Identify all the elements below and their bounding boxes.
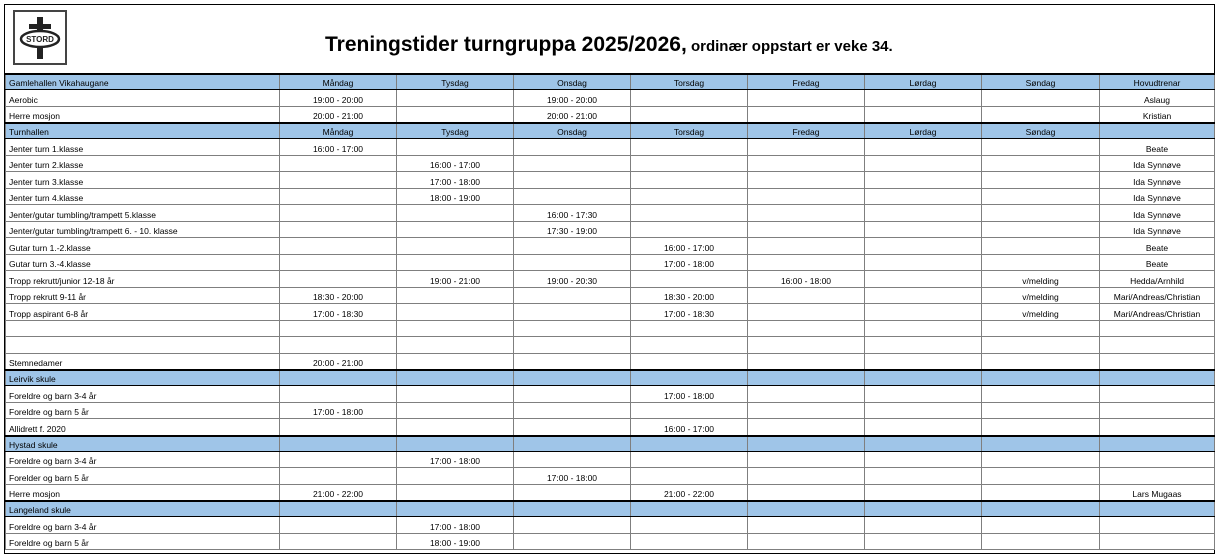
time-cell <box>280 205 397 222</box>
time-cell <box>397 484 514 501</box>
time-cell <box>514 320 631 337</box>
time-cell <box>865 271 982 288</box>
time-cell: 21:00 - 22:00 <box>280 484 397 501</box>
time-cell <box>748 287 865 304</box>
time-cell <box>280 238 397 255</box>
time-cell <box>982 139 1100 156</box>
time-cell <box>982 353 1100 370</box>
time-cell <box>748 254 865 271</box>
time-cell <box>631 188 748 205</box>
day-header <box>631 436 748 452</box>
trainer-header <box>1100 123 1215 139</box>
trainer-cell <box>1100 419 1215 436</box>
table-row <box>6 188 1215 205</box>
time-cell: 19:00 - 21:00 <box>397 271 514 288</box>
day-header <box>280 501 397 517</box>
table-row <box>6 533 1215 550</box>
time-cell <box>397 254 514 271</box>
time-cell <box>982 188 1100 205</box>
table-row <box>6 106 1215 123</box>
table-row <box>6 254 1215 271</box>
activity-name: Forelder og barn 5 år <box>6 468 280 485</box>
table-row <box>6 287 1215 304</box>
activity-name: Foreldre og barn 5 år <box>6 533 280 550</box>
time-cell <box>865 221 982 238</box>
day-header: Lørdag <box>865 74 982 90</box>
trainer-cell: Kristian <box>1100 106 1215 123</box>
time-cell: 16:00 - 17:00 <box>397 155 514 172</box>
day-header <box>280 370 397 386</box>
time-cell <box>748 106 865 123</box>
time-cell <box>982 172 1100 189</box>
trainer-cell <box>1100 337 1215 354</box>
trainer-cell <box>1100 320 1215 337</box>
time-cell <box>982 402 1100 419</box>
trainer-cell <box>1100 533 1215 550</box>
activity-name: Jenter turn 2.klasse <box>6 155 280 172</box>
time-cell <box>748 320 865 337</box>
time-cell: 20:00 - 21:00 <box>280 353 397 370</box>
trainer-header <box>1100 370 1215 386</box>
time-cell <box>631 106 748 123</box>
time-cell: 18:00 - 19:00 <box>397 188 514 205</box>
time-cell <box>982 254 1100 271</box>
section-header <box>6 74 1215 90</box>
trainer-cell: Ida Synnøve <box>1100 155 1215 172</box>
activity-name: Herre mosjon <box>6 484 280 501</box>
time-cell: 17:00 - 18:00 <box>397 451 514 468</box>
time-cell <box>748 533 865 550</box>
day-header: Tysdag <box>397 74 514 90</box>
time-cell <box>514 188 631 205</box>
time-cell <box>748 139 865 156</box>
time-cell <box>397 353 514 370</box>
time-cell <box>982 106 1100 123</box>
club-logo <box>13 10 67 65</box>
time-cell: 19:00 - 20:00 <box>280 90 397 107</box>
time-cell <box>982 468 1100 485</box>
day-header <box>514 501 631 517</box>
time-cell: 19:00 - 20:30 <box>514 271 631 288</box>
time-cell <box>982 517 1100 534</box>
trainer-cell: Mari/Andreas/Christian <box>1100 287 1215 304</box>
table-row <box>6 353 1215 370</box>
table-row <box>6 337 1215 354</box>
time-cell <box>631 90 748 107</box>
time-cell <box>748 402 865 419</box>
time-cell <box>631 172 748 189</box>
time-cell <box>982 484 1100 501</box>
time-cell <box>280 320 397 337</box>
time-cell <box>865 287 982 304</box>
day-header <box>982 436 1100 452</box>
time-cell <box>748 304 865 321</box>
time-cell <box>982 90 1100 107</box>
time-cell: 17:00 - 18:00 <box>397 172 514 189</box>
time-cell <box>397 205 514 222</box>
time-cell <box>982 419 1100 436</box>
trainer-cell <box>1100 386 1215 403</box>
activity-name: Herre mosjon <box>6 106 280 123</box>
time-cell <box>631 271 748 288</box>
trainer-header <box>1100 501 1215 517</box>
trainer-cell: Ida Synnøve <box>1100 172 1215 189</box>
time-cell: 20:00 - 21:00 <box>280 106 397 123</box>
time-cell: 21:00 - 22:00 <box>631 484 748 501</box>
time-cell: 17:00 - 18:00 <box>280 402 397 419</box>
time-cell <box>280 386 397 403</box>
time-cell <box>865 386 982 403</box>
time-cell <box>397 468 514 485</box>
time-cell <box>865 533 982 550</box>
time-cell <box>865 304 982 321</box>
time-cell <box>748 172 865 189</box>
time-cell <box>982 205 1100 222</box>
time-cell: 16:00 - 17:00 <box>280 139 397 156</box>
time-cell <box>397 419 514 436</box>
time-cell: 17:00 - 18:00 <box>631 254 748 271</box>
day-header <box>514 370 631 386</box>
trainer-cell: Aslaug <box>1100 90 1215 107</box>
time-cell: v/melding <box>982 287 1100 304</box>
time-cell <box>748 451 865 468</box>
section-name: Turnhallen <box>6 123 280 139</box>
time-cell <box>748 517 865 534</box>
time-cell: 19:00 - 20:00 <box>514 90 631 107</box>
table-row <box>6 271 1215 288</box>
time-cell <box>514 337 631 354</box>
day-header <box>748 370 865 386</box>
time-cell <box>748 90 865 107</box>
time-cell <box>631 320 748 337</box>
time-cell <box>280 533 397 550</box>
time-cell <box>514 451 631 468</box>
time-cell <box>280 451 397 468</box>
time-cell <box>865 205 982 222</box>
time-cell: 17:00 - 18:00 <box>631 386 748 403</box>
table-row <box>6 304 1215 321</box>
trainer-cell <box>1100 451 1215 468</box>
section-name: Gamlehallen Vikahaugane <box>6 74 280 90</box>
time-cell <box>748 484 865 501</box>
time-cell <box>865 254 982 271</box>
time-cell <box>514 517 631 534</box>
time-cell <box>865 238 982 255</box>
day-header: Søndag <box>982 74 1100 90</box>
day-header: Onsdag <box>514 74 631 90</box>
time-cell <box>397 304 514 321</box>
activity-name: Jenter/gutar tumbling/trampett 5.klasse <box>6 205 280 222</box>
time-cell <box>514 353 631 370</box>
section-header <box>6 436 1215 452</box>
trainer-cell: Ida Synnøve <box>1100 188 1215 205</box>
day-header <box>514 436 631 452</box>
trainer-cell: Beate <box>1100 139 1215 156</box>
day-header <box>982 370 1100 386</box>
time-cell: 17:00 - 18:00 <box>514 468 631 485</box>
trainer-cell: Hedda/Arnhild <box>1100 271 1215 288</box>
time-cell <box>397 90 514 107</box>
schedule-sheet <box>4 4 1215 554</box>
table-row <box>6 484 1215 501</box>
time-cell <box>982 155 1100 172</box>
time-cell <box>397 287 514 304</box>
time-cell <box>631 517 748 534</box>
time-cell <box>865 90 982 107</box>
table-row <box>6 386 1215 403</box>
activity-name: Jenter turn 1.klasse <box>6 139 280 156</box>
time-cell <box>982 533 1100 550</box>
day-header <box>865 436 982 452</box>
trainer-cell <box>1100 468 1215 485</box>
time-cell <box>280 337 397 354</box>
time-cell <box>397 320 514 337</box>
table-row <box>6 172 1215 189</box>
trainer-cell: Beate <box>1100 254 1215 271</box>
time-cell <box>748 353 865 370</box>
section-header <box>6 501 1215 517</box>
time-cell <box>865 419 982 436</box>
trainer-cell: Beate <box>1100 238 1215 255</box>
table-row <box>6 517 1215 534</box>
time-cell <box>280 155 397 172</box>
activity-name: Gutar turn 3.-4.klasse <box>6 254 280 271</box>
section-name: Langeland skule <box>6 501 280 517</box>
day-header: Torsdag <box>631 74 748 90</box>
table-row <box>6 451 1215 468</box>
day-header <box>865 370 982 386</box>
time-cell <box>514 172 631 189</box>
time-cell <box>280 172 397 189</box>
time-cell <box>514 238 631 255</box>
trainer-header <box>1100 436 1215 452</box>
page-title <box>325 33 893 57</box>
activity-name <box>6 337 280 354</box>
time-cell <box>280 188 397 205</box>
time-cell <box>397 106 514 123</box>
title-sub: ordinær oppstart er veke 34. <box>686 38 893 55</box>
time-cell: v/melding <box>982 271 1100 288</box>
time-cell <box>982 320 1100 337</box>
section-header <box>6 123 1215 139</box>
activity-name: Allidrett f. 2020 <box>6 419 280 436</box>
time-cell <box>865 106 982 123</box>
time-cell <box>982 238 1100 255</box>
time-cell <box>748 468 865 485</box>
time-cell: 16:00 - 17:00 <box>631 419 748 436</box>
trainer-cell <box>1100 517 1215 534</box>
day-header <box>397 436 514 452</box>
activity-name: Gutar turn 1.-2.klasse <box>6 238 280 255</box>
time-cell <box>865 468 982 485</box>
day-header: Fredag <box>748 123 865 139</box>
time-cell <box>280 271 397 288</box>
time-cell <box>631 353 748 370</box>
time-cell <box>397 238 514 255</box>
table-row <box>6 402 1215 419</box>
trainer-cell: Lars Mugaas <box>1100 484 1215 501</box>
activity-name: Stemnedamer <box>6 353 280 370</box>
activity-name: Foreldre og barn 3-4 år <box>6 386 280 403</box>
title-main: Treningstider turngruppa 2025/2026, <box>325 33 687 56</box>
trainer-cell: Ida Synnøve <box>1100 221 1215 238</box>
time-cell <box>397 386 514 403</box>
time-cell <box>865 188 982 205</box>
time-cell <box>865 337 982 354</box>
time-cell <box>631 139 748 156</box>
time-cell <box>865 353 982 370</box>
time-cell <box>982 337 1100 354</box>
time-cell: 18:00 - 19:00 <box>397 533 514 550</box>
day-header <box>865 501 982 517</box>
time-cell <box>982 386 1100 403</box>
time-cell <box>631 205 748 222</box>
time-cell <box>748 419 865 436</box>
time-cell <box>514 155 631 172</box>
time-cell <box>514 419 631 436</box>
activity-name: Aerobic <box>6 90 280 107</box>
day-header <box>748 501 865 517</box>
time-cell <box>514 386 631 403</box>
day-header: Tysdag <box>397 123 514 139</box>
day-header <box>748 436 865 452</box>
schedule-table <box>5 73 1215 550</box>
day-header <box>631 501 748 517</box>
time-cell <box>865 155 982 172</box>
activity-name: Tropp rekrutt 9-11 år <box>6 287 280 304</box>
activity-name: Foreldre og barn 5 år <box>6 402 280 419</box>
day-header: Søndag <box>982 123 1100 139</box>
svg-text:STORD: STORD <box>26 35 54 44</box>
table-row <box>6 139 1215 156</box>
time-cell <box>865 320 982 337</box>
time-cell <box>280 517 397 534</box>
day-header: Onsdag <box>514 123 631 139</box>
time-cell <box>631 337 748 354</box>
time-cell: 17:00 - 18:00 <box>397 517 514 534</box>
table-row <box>6 90 1215 107</box>
time-cell <box>397 402 514 419</box>
day-header: Måndag <box>280 123 397 139</box>
time-cell: 16:00 - 17:30 <box>514 205 631 222</box>
time-cell <box>280 468 397 485</box>
time-cell: 20:00 - 21:00 <box>514 106 631 123</box>
time-cell <box>748 337 865 354</box>
activity-name: Jenter turn 4.klasse <box>6 188 280 205</box>
time-cell <box>748 188 865 205</box>
activity-name: Jenter/gutar tumbling/trampett 6. - 10. klasse <box>6 221 280 238</box>
time-cell: 16:00 - 18:00 <box>748 271 865 288</box>
time-cell <box>865 517 982 534</box>
day-header: Lørdag <box>865 123 982 139</box>
day-header <box>397 370 514 386</box>
time-cell <box>631 402 748 419</box>
day-header <box>982 501 1100 517</box>
time-cell <box>280 419 397 436</box>
day-header: Torsdag <box>631 123 748 139</box>
time-cell <box>631 451 748 468</box>
time-cell <box>982 451 1100 468</box>
time-cell <box>280 221 397 238</box>
activity-name: Jenter turn 3.klasse <box>6 172 280 189</box>
time-cell <box>397 139 514 156</box>
time-cell <box>514 287 631 304</box>
time-cell <box>982 221 1100 238</box>
time-cell <box>748 155 865 172</box>
time-cell <box>514 402 631 419</box>
activity-name: Tropp aspirant 6-8 år <box>6 304 280 321</box>
table-row <box>6 238 1215 255</box>
time-cell <box>748 238 865 255</box>
section-name: Hystad skule <box>6 436 280 452</box>
time-cell: 17:00 - 18:30 <box>280 304 397 321</box>
day-header: Måndag <box>280 74 397 90</box>
time-cell: 18:30 - 20:00 <box>280 287 397 304</box>
time-cell <box>865 172 982 189</box>
time-cell: 17:00 - 18:30 <box>631 304 748 321</box>
trainer-cell: Mari/Andreas/Christian <box>1100 304 1215 321</box>
table-row <box>6 221 1215 238</box>
time-cell: v/melding <box>982 304 1100 321</box>
trainer-header: Hovudtrenar <box>1100 74 1215 90</box>
time-cell <box>397 337 514 354</box>
time-cell <box>514 139 631 156</box>
table-row <box>6 155 1215 172</box>
time-cell <box>631 468 748 485</box>
activity-name: Foreldre og barn 3-4 år <box>6 451 280 468</box>
time-cell <box>748 386 865 403</box>
table-row <box>6 320 1215 337</box>
table-row <box>6 468 1215 485</box>
time-cell <box>748 205 865 222</box>
activity-name: Foreldre og barn 3-4 år <box>6 517 280 534</box>
time-cell: 17:30 - 19:00 <box>514 221 631 238</box>
table-row <box>6 205 1215 222</box>
activity-name: Tropp rekrutt/junior 12-18 år <box>6 271 280 288</box>
day-header <box>397 501 514 517</box>
time-cell <box>514 533 631 550</box>
section-header <box>6 370 1215 386</box>
table-row <box>6 419 1215 436</box>
time-cell <box>748 221 865 238</box>
trainer-cell: Ida Synnøve <box>1100 205 1215 222</box>
time-cell: 18:30 - 20:00 <box>631 287 748 304</box>
time-cell <box>865 451 982 468</box>
time-cell <box>514 254 631 271</box>
time-cell <box>514 304 631 321</box>
time-cell <box>865 402 982 419</box>
time-cell <box>631 155 748 172</box>
day-header <box>280 436 397 452</box>
time-cell <box>865 484 982 501</box>
time-cell: 16:00 - 17:00 <box>631 238 748 255</box>
day-header <box>631 370 748 386</box>
time-cell <box>397 221 514 238</box>
trainer-cell <box>1100 402 1215 419</box>
section-name: Leirvik skule <box>6 370 280 386</box>
day-header: Fredag <box>748 74 865 90</box>
activity-name <box>6 320 280 337</box>
time-cell <box>514 484 631 501</box>
time-cell <box>631 221 748 238</box>
time-cell <box>631 533 748 550</box>
time-cell <box>865 139 982 156</box>
trainer-cell <box>1100 353 1215 370</box>
time-cell <box>280 254 397 271</box>
